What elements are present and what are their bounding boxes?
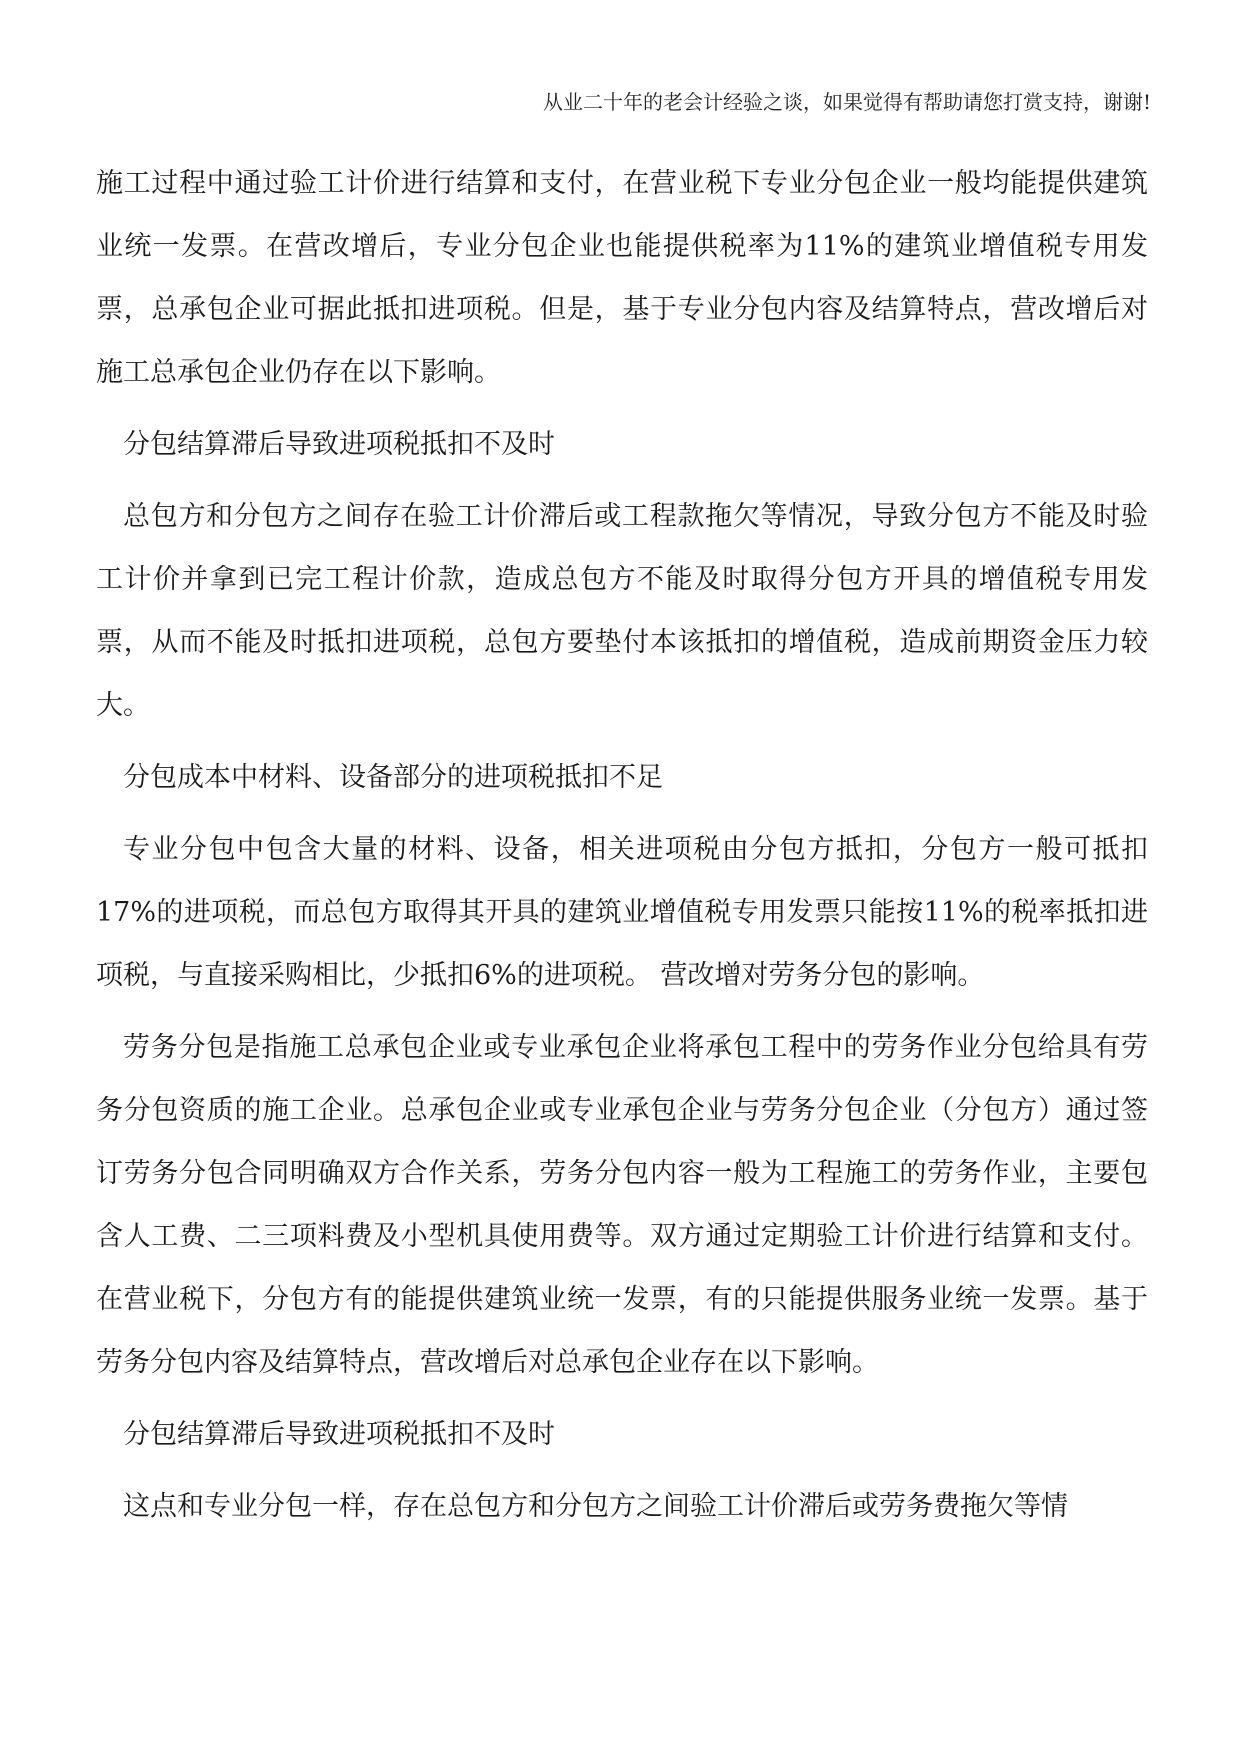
paragraph-5: 这点和专业分包一样，存在总包方和分包方之间验工计价滞后或劳务费拖欠等情 [123, 1491, 1068, 1522]
paragraph-3: 专业分包中包含大量的材料、设备，相关进项税由分包方抵扣，分包方一般可抵扣17%的进项税，而总包方取得其开具的建筑业增值税专用发票只能按11%的税率抵扣进项税，与直接采购相比，少抵扣6%的进项税。 营改增对劳务分包的影响。 [96, 834, 1148, 991]
section-heading-3: 分包结算滞后导致进项税抵扣不及时 [123, 1419, 555, 1450]
document-body [96, 152, 1148, 1547]
paragraph-4: 劳务分包是指施工总承包企业或专业承包企业将承包工程中的劳务作业分包给具有劳务分包资质的施工企业。总承包企业或专业承包企业与劳务分包企业（分包方）通过签订劳务分包合同明确双方合作关系，劳务分包内容一般为工程施工的劳务作业，主要包含人工费、二三项料费及小型机具使用费等。双方通过定期验工计价进行结算和支付。在营业税下，分包方有的能提供建筑业统一发票，有的只能提供服务业统一发票。基于劳务分包内容及结算特点，营改增后对总承包企业存在以下影响。 [96, 1032, 1148, 1378]
section-heading-1: 分包结算滞后导致进项税抵扣不及时 [123, 429, 555, 460]
paragraph-2: 总包方和分包方之间存在验工计价滞后或工程款拖欠等情况，导致分包方不能及时验工计价并拿到已完工程计价款，造成总包方不能及时取得分包方开具的增值税专用发票，从而不能及时抵扣进项税，总包方要垫付本该抵扣的增值税，造成前期资金压力较大。 [96, 501, 1148, 721]
section-heading-2: 分包成本中材料、设备部分的进项税抵扣不足 [123, 762, 663, 793]
paragraph-1: 施工过程中通过验工计价进行结算和支付，在营业税下专业分包企业一般均能提供建筑业统一发票。在营改增后，专业分包企业也能提供税率为11%的建筑业增值税专用发票，总承包企业可据此抵扣进项税。但是，基于专业分包内容及结算特点，营改增后对施工总承包企业仍存在以下影响。 [96, 168, 1148, 388]
header-note: 从业二十年的老会计经验之谈，如果觉得有帮助请您打赏支持，谢谢! [542, 90, 1151, 114]
